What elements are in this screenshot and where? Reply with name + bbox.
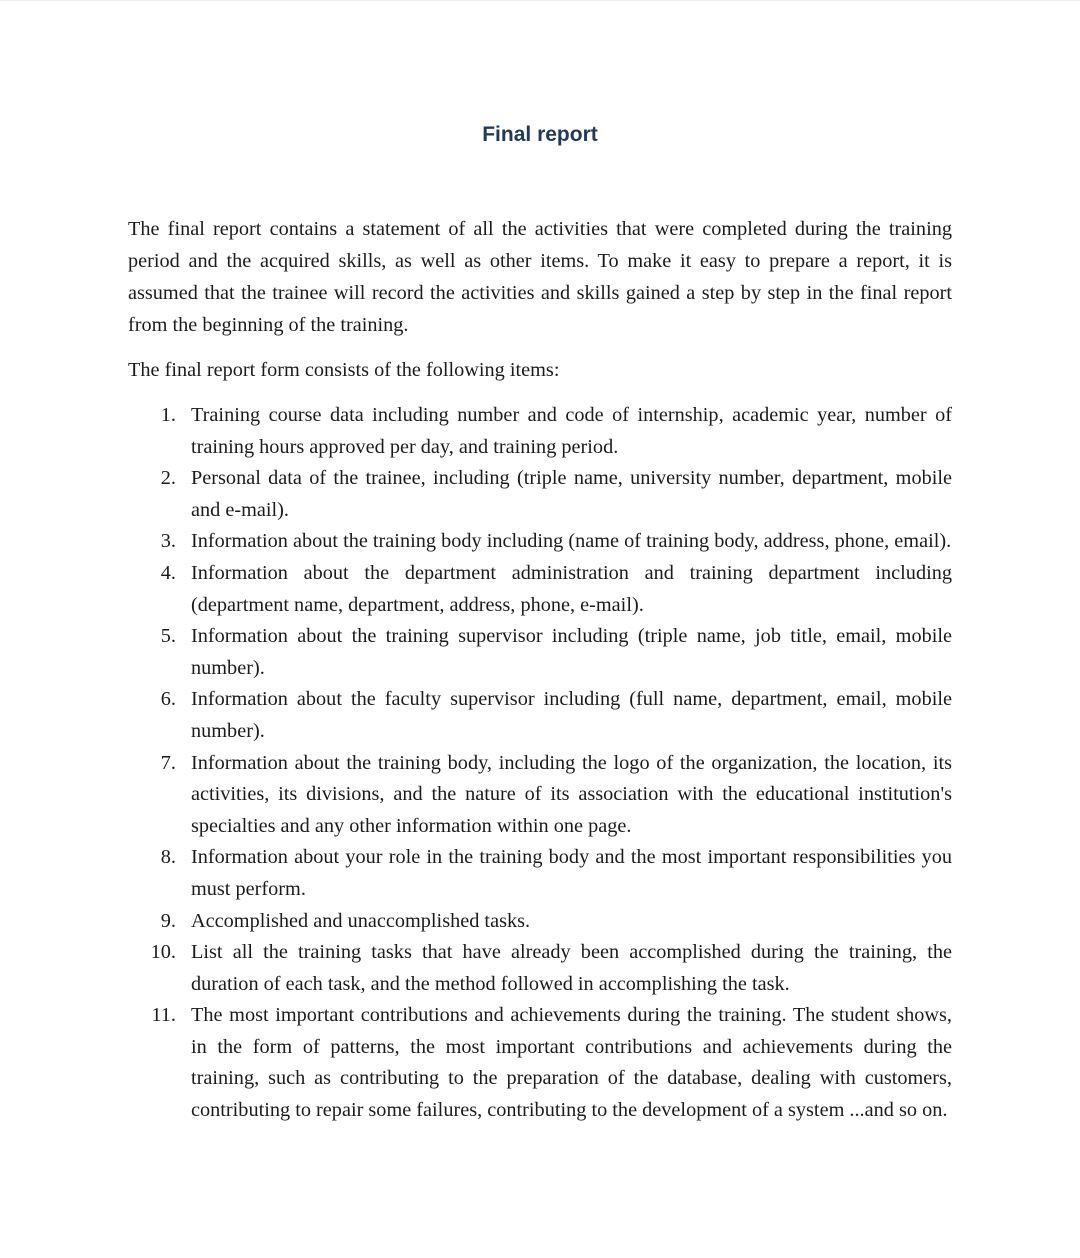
list-item-number: 8.: [160, 846, 176, 869]
list-item: [128, 1000, 952, 1126]
list-item-text: Information about your role in the training body and the most important responsibilities you must perform.: [191, 846, 952, 900]
list-item-text: Information about the training body including (name of training body, address, phone, email).: [191, 530, 952, 553]
list-item-number: 11.: [151, 1004, 176, 1027]
list-item-text: Information about the faculty supervisor including (full name, department, email, mobile number).: [191, 688, 952, 742]
intro-paragraph: The final report contains a statement of all the activities that were completed during the training period and the acquired skills, as well as other items. To make it easy to prepare a report, it is assumed that the trainee will record the activities and skills gained a step by step in the final report from the beginning of the training.: [128, 218, 952, 336]
list-item: [128, 526, 952, 558]
list-item: [128, 558, 952, 621]
document-body: [128, 213, 952, 1127]
list-item-text: Information about the training supervisor including (triple name, job title, email, mobile number).: [191, 625, 952, 679]
list-item-text: Information about the department administration and training department including (department name, department, address, phone, e-mail).: [191, 561, 952, 616]
list-item-number: 5.: [160, 625, 176, 648]
list-item-number: 1.: [160, 404, 176, 426]
list-item-text: Personal data of the trainee, including (triple name, university number, department, mobile and e-mail).: [191, 467, 952, 521]
list-item-number: 7.: [160, 751, 176, 774]
list-item-text: The most important contributions and achievements during the training. The student shows, in the form of patterns, the most important contributions and achievements during the training, such as contributing to the preparation of the database, dealing with customers, contributing to repair some failures, contributing to the development of a system ...and so on.: [191, 1004, 952, 1122]
list-item-number: 10.: [150, 941, 176, 964]
list-item-text: Accomplished and unaccomplished tasks.: [191, 909, 531, 932]
page-title: Final report: [482, 123, 598, 146]
list-item-text: Information about the training body, including the logo of the organization, the location, its activities, its divisions, and the nature of its association with the educational institution's specialties and any other information within one page.: [191, 751, 952, 837]
list-item-number: 2.: [160, 467, 176, 490]
list-item: [128, 937, 952, 1000]
list-item: [128, 621, 952, 684]
list-item: [128, 748, 952, 843]
report-items-list: [128, 400, 952, 1127]
list-item-number: 6.: [160, 688, 176, 711]
list-item-text: Training course data including number and code of internship, academic year, number of training hours approved per day, and training period.: [191, 404, 952, 458]
list-item: [128, 906, 952, 938]
list-item: [128, 684, 952, 747]
list-item: [128, 842, 952, 905]
form-items-intro: The final report form consists of the following items:: [128, 359, 560, 381]
list-item: [128, 463, 952, 526]
list-item-number: 3.: [160, 530, 176, 553]
list-item: [128, 400, 952, 463]
list-item-text: List all the training tasks that have already been accomplished during the training, the duration of each task, and the method followed in accomplishing the task.: [191, 941, 952, 995]
list-item-number: 4.: [160, 561, 176, 584]
list-item-number: 9.: [160, 909, 176, 932]
